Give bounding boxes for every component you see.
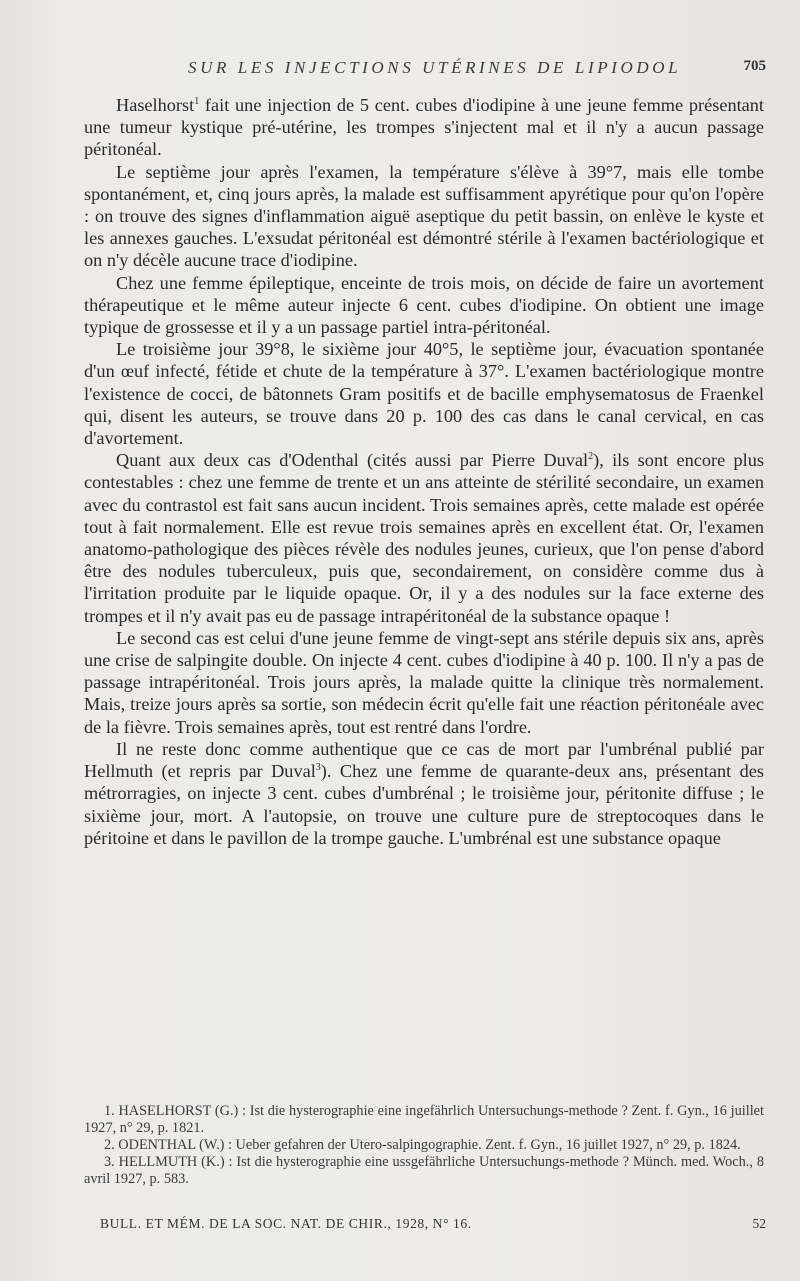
- paragraph-text: ), ils sont encore plus contestables : chez une femme de trente et un ans atteinte de stérilité secondaire, un examen avec du contrastol est fait sans aucun incident. Trois semaines après, cette malade est opérée tout à fait normalement. Elle est revue trois semaines après en excellent état. Or, l'examen anatomo-pathologique des pièces révèle des nodules jeunes, curieux, que l'on pense d'abord être des nodules tuberculeux, puis que, secondairement, on considère comme dus à l'irritation produite par le liquide opaque. Or, il y a des nodules sur la face externe des trompes et il n'y avait pas eu de passage intrapéritonéal de la substance opaque !: [84, 450, 764, 626]
- paragraph: Le septième jour après l'examen, la température s'élève à 39°7, mais elle tombe spontanément, et, cinq jours après, la malade est suffisamment apyrétique pour qu'on l'opère : on trouve des signes d'inflammation aiguë aseptique du petit bassin, on enlève le kyste et les annexes gauches. L'exsudat péritonéal est démontré stérile à l'examen bactériologique et on n'y décèle aucune trace d'iodipine.: [84, 161, 764, 271]
- running-title: SUR LES INJECTIONS UTÉRINES DE LIPIODOL: [188, 58, 682, 77]
- footnote: 1. HASELHORST (G.) : Ist die hysterographie eine ingefährlich Untersuchungs-methode ? Zent. f. Gyn., 16 juillet 1927, n° 29, p. 1821.: [84, 1103, 764, 1136]
- paragraph-text: Haselhorst: [116, 95, 195, 115]
- paragraph-text: Il ne reste donc comme authentique que ce cas de mort par l'umbrénal publié par Hellmuth (et repris par Duval: [84, 738, 764, 782]
- paragraph: [84, 738, 764, 849]
- paragraph: [84, 449, 764, 627]
- footnote-ref: 3: [315, 762, 321, 773]
- journal-reference: BULL. ET MÉM. DE LA SOC. NAT. DE CHIR., 1928, N° 16.: [100, 1216, 472, 1231]
- paragraph: Le troisième jour 39°8, le sixième jour 40°5, le septième jour, évacuation spontanée d'un œuf infecté, fétide et chute de la température à 37°. L'examen bactériologique montre l'existence de cocci, de bâtonnets Gram positifs et de bacille emphysematosus de Fraenkel qui, disent les auteurs, se trouve dans 20 p. 100 des cas dans le canal cervical, en cas d'avortement.: [84, 339, 764, 449]
- paragraph-text: fait une injection de 5 cent. cubes d'iodipine à une jeune femme présentant une tumeur kystique pré-utérine, les trompes s'injectent mal et il n'y a aucun passage péritonéal.: [84, 95, 764, 160]
- footnote: 2. ODENTHAL (W.) : Ueber gefahren der Utero-salpingographie. Zent. f. Gyn., 16 juillet 1927, n° 29, p. 1824.: [104, 1136, 741, 1153]
- page-footer: [100, 1216, 766, 1236]
- paragraph: Le second cas est celui d'une jeune femme de vingt-sept ans stérile depuis six ans, après une crise de salpingite double. On injecte 4 cent. cubes d'iodipine à 40 p. 100. Il n'y a pas de passage intrapéritonéal. Trois jours après, la malade quitte la clinique très normalement. Mais, treize jours après sa sortie, son médecin écrit qu'elle fait une réaction péritonéale avec de la fièvre. Trois semaines après, tout est rentré dans l'ordre.: [84, 627, 764, 737]
- page-number: 705: [743, 58, 766, 74]
- footnote: 3. HELLMUTH (K.) : Ist die hysterographie eine ussgefährliche Untersuchungs-methode ? Münch. med. Woch., 8 avril 1927, p. 583.: [84, 1153, 764, 1187]
- running-head: [0, 58, 800, 82]
- paragraph-text: ). Chez une femme de quarante-deux ans, présentant des métrorragies, on injecte 3 cent. cubes d'umbrénal ; le troisième jour, péritonite diffuse ; le sixième jour, mort. A l'autopsie, on trouve une culture pure de streptocoques dans le péritoine et dans le pavillon de la trompe gauche. L'umbrénal est une substance opaque: [84, 761, 764, 848]
- paragraph: [84, 94, 764, 161]
- footnotes: [84, 1103, 764, 1188]
- body-text: [84, 94, 764, 849]
- footnote-ref: 2: [588, 451, 594, 463]
- signature-mark: 52: [752, 1216, 766, 1231]
- paragraph-text: Quant aux deux cas d'Odenthal (cités aussi par Pierre Duval: [116, 450, 589, 471]
- paragraph: Chez une femme épileptique, enceinte de trois mois, on décide de faire un avortement thérapeutique et le même auteur injecte 6 cent. cubes d'iodipine. On obtient une image typique de grossesse et il y a un passage partiel intra-péritonéal.: [84, 272, 764, 338]
- footnote-ref: 1: [194, 95, 200, 107]
